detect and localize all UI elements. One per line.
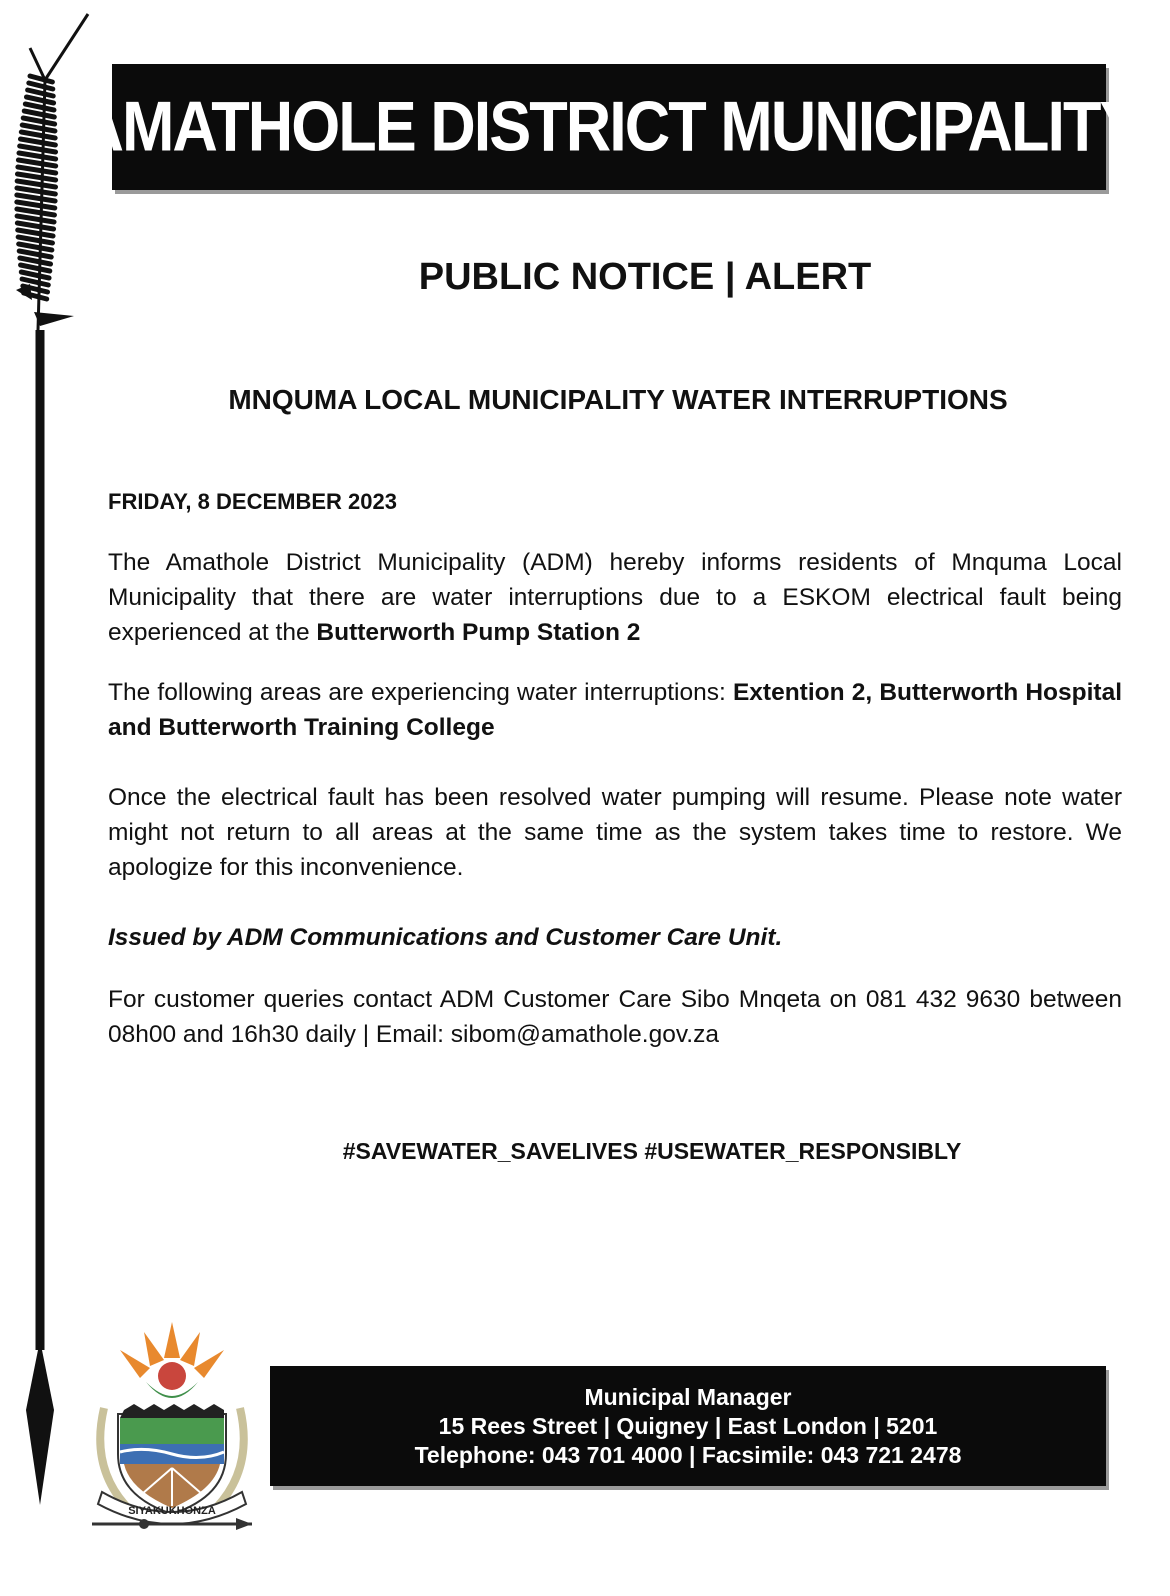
feather-barb [20,146,56,152]
header-banner [78,64,1140,190]
pump-station-name: Butterworth Pump Station 2 [316,619,641,646]
notice-title: PUBLIC NOTICE | ALERT [418,256,872,298]
feather-barb [30,76,52,82]
feather-barb [18,160,55,166]
feather-barb [22,125,55,131]
paragraph-fault [108,545,1122,650]
feather-barb [20,139,55,145]
feather-barb [20,258,51,264]
feather-barb [23,118,54,124]
feather-barb [19,153,56,159]
feather-barb [21,132,55,138]
notice-date: FRIDAY, 8 DECEMBER 2023 [108,489,397,514]
feather-barb [17,188,55,194]
paragraph-areas [108,675,1122,745]
feather-barb [28,90,54,96]
paragraph-areas-text: The following areas are experiencing water interruptions: [108,679,733,706]
feather-barb [17,202,55,208]
footer-address: 15 Rees Street | Quigney | East London | 5201 [438,1412,938,1439]
feather-barb [19,244,52,250]
crest-motto: SIYAKUKHONZA [128,1505,216,1517]
feather-barb [17,216,54,222]
feather-barb [19,251,51,257]
issued-by: Issued by ADM Communications and Customer Care Unit. [108,924,783,951]
feather-barb [18,167,56,173]
feather-barb [18,237,52,243]
feather-barb [18,230,53,236]
footer-banner [270,1366,1106,1486]
hashtags: #SAVEWATER_SAVELIVES #USEWATER_RESPONSIBLY [342,1138,962,1164]
spear-decoration [0,0,100,1520]
feather-barb [29,83,53,89]
feather-barb [21,265,50,271]
affected-areas: Extention 2, Butterworth Hospital and Butterworth Training College [108,679,1122,741]
crest-logo [84,1318,260,1530]
notice-subtitle: MNQUMA LOCAL MUNICIPALITY WATER INTERRUPTIONS [228,384,1008,415]
paragraph-resume: Once the electrical fault has been resolved water pumping will resume. Please note water might not return to all areas at the same time as the system takes time to restore. We apologize for this inconvenience. [108,784,1122,881]
municipality-title: AMATHOLE DISTRICT MUNICIPALITY [78,87,1140,167]
feather-barb [17,223,53,229]
paragraph-fault-text: The Amathole District Municipality (ADM) hereby informs residents of Mnquma Local Municipality that there are water interruptions due to a ESKOM electrical fault being experienced at the [108,549,1122,646]
feather-barb [17,209,55,215]
feather-barb [17,195,55,201]
feather-barb [25,104,54,110]
footer-manager: Municipal Manager [584,1383,792,1410]
feather-barb [17,174,55,180]
feather-barb [24,111,54,117]
feather-barb [21,272,49,278]
notice-body [108,484,1122,1052]
footer-phone: Telephone: 043 701 4000 | Facsimile: 043 721 2478 [414,1441,962,1468]
feather-barb [22,279,48,285]
feather-barb [26,97,53,103]
contact-info: For customer queries contact ADM Customer Care Sibo Mnqeta on 081 432 9630 between 08h00 and 16h30 daily | Email: sibom@amathole.gov.za [108,986,1122,1048]
feather-barb [17,181,55,187]
